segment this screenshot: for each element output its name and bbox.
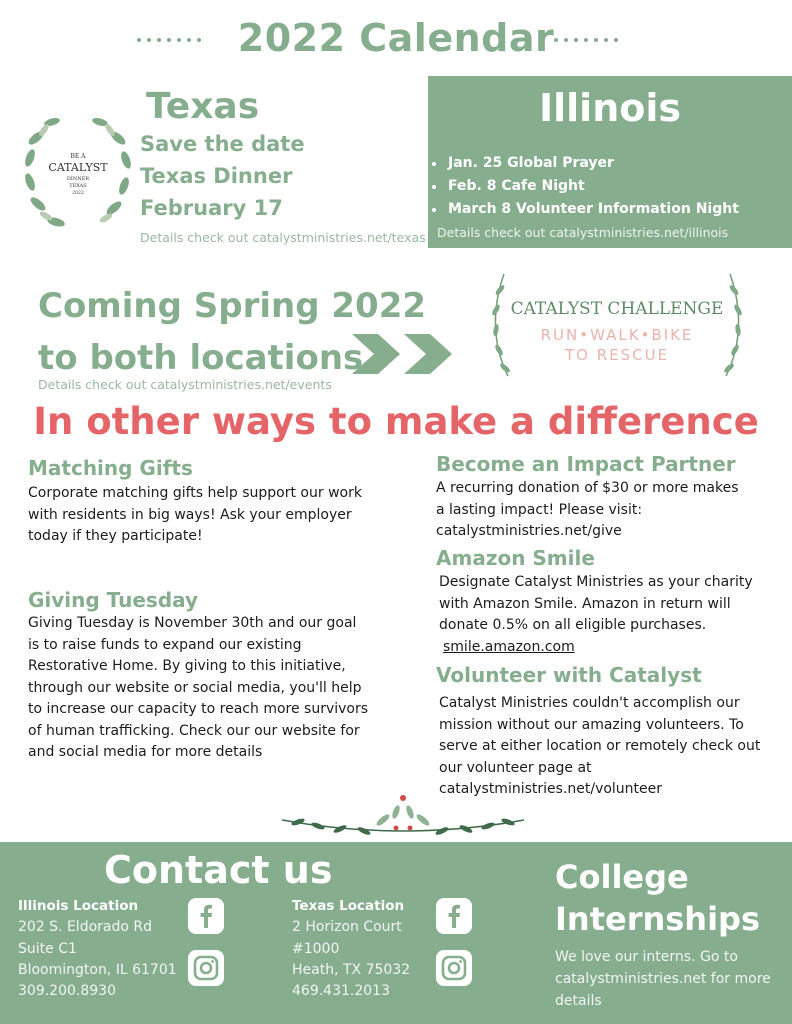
texas-save-the-date: Save the date [140, 132, 305, 156]
illinois-event-label: Jan. 25 Global Prayer [448, 155, 614, 171]
illinois-phone[interactable]: 309.200.8930 [18, 983, 116, 999]
illinois-address-line: Suite C1 [18, 941, 77, 957]
internships-title-line1: College [555, 858, 689, 896]
texas-title: Texas [146, 86, 260, 127]
garland-decoration [278, 790, 528, 842]
body-line: A recurring donation of $30 or more makes [436, 480, 739, 496]
wreath-text-texas: TEXAS [69, 183, 87, 189]
body-line: to increase our capacity to reach more survivors [28, 701, 369, 717]
volunteer-body [439, 693, 760, 801]
illinois-address-line: Bloomington, IL 61701 [18, 962, 177, 978]
matching-gifts-body [28, 483, 362, 548]
amazon-smile-body [439, 572, 753, 658]
illinois-event [432, 152, 739, 175]
contact-title: Contact us [104, 848, 333, 892]
illinois-event [432, 175, 739, 198]
amazon-smile-title: Amazon Smile [436, 546, 595, 570]
internships-title-line2: Internships [555, 900, 760, 938]
body-line: mission without our amazing volunteers. To [439, 716, 744, 733]
wreath-text-be-a: BE A [70, 153, 86, 160]
instagram-icon[interactable] [436, 950, 472, 986]
body-line: with residents in big ways! Ask your employer [28, 506, 352, 523]
texas-dinner: Texas Dinner [140, 164, 293, 188]
body-line: donate 0.5% on all eligible purchases. [439, 617, 707, 633]
texas-address-line: #1000 [292, 941, 340, 957]
illinois-event-label: Feb. 8 Cafe Night [448, 178, 585, 194]
spring-heading-line1: Coming Spring 2022 [38, 286, 427, 326]
body-line: Catalyst Ministries couldn't accomplish our [439, 695, 740, 711]
internships-text: We love our interns. Go to catalystministries.net for more details [555, 949, 771, 1009]
double-chevron-right-icon [352, 334, 456, 374]
illinois-location-name: Illinois Location [18, 898, 139, 914]
challenge-line1: RUN•WALK•BIKE [540, 326, 694, 344]
body-line: Corporate matching gifts help support our work [28, 485, 362, 501]
body-line: our volunteer page at [439, 759, 592, 776]
wreath-text-dinner: DINNER [66, 176, 90, 182]
texas-address-line: Heath, TX 75032 [292, 962, 411, 978]
internships-title [555, 856, 760, 940]
spring-heading-line2: to both locations [38, 338, 364, 378]
body-line[interactable]: catalystministries.net/volunteer [439, 781, 663, 797]
body-line: today if they participate! [28, 528, 203, 544]
body-line: serve at either location or remotely check out [439, 738, 761, 754]
texas-date: February 17 [140, 196, 283, 220]
ways-heading: In other ways to make a difference [33, 400, 759, 443]
body-line: is to raise funds to expand our existing [28, 636, 302, 653]
body-line[interactable]: catalystministries.net/give [436, 523, 622, 539]
catalyst-dinner-wreath-logo [22, 108, 134, 236]
spring-details-link[interactable]: Details check out catalystministries.net/events [38, 377, 332, 392]
body-line: a lasting impact! Please visit: [436, 501, 643, 518]
impact-partner-title: Become an Impact Partner [436, 452, 736, 476]
body-line: Designate Catalyst Ministries as your charity [439, 574, 753, 590]
illinois-address-line: 202 S. Eldorado Rd [18, 919, 152, 935]
page-title: 2022 Calendar [237, 16, 555, 60]
giving-tuesday-title: Giving Tuesday [28, 588, 199, 612]
amazon-smile-link[interactable]: smile.amazon.com [443, 638, 575, 655]
giving-tuesday-body [28, 613, 368, 764]
wreath-text-year: 2022 [72, 191, 84, 196]
body-line: of human trafficking. Check our our website for [28, 722, 360, 739]
facebook-icon[interactable] [436, 898, 472, 934]
texas-address-line: 2 Horizon Court [292, 919, 402, 935]
illinois-details-link[interactable]: Details check out catalystministries.net/illinois [437, 225, 729, 240]
facebook-icon[interactable] [188, 898, 224, 934]
body-line: with Amazon Smile. Amazon in return will [439, 595, 731, 612]
illinois-panel [428, 76, 792, 248]
texas-location-name: Texas Location [292, 898, 405, 914]
matching-gifts-title: Matching Gifts [28, 456, 193, 480]
wreath-text-catalyst: CATALYST [48, 161, 108, 174]
body-line: and social media for more details [28, 744, 263, 760]
volunteer-title: Volunteer with Catalyst [436, 663, 702, 687]
illinois-title: Illinois [538, 86, 682, 130]
header-dots-right [554, 38, 618, 44]
illinois-event-label: March 8 Volunteer Information Night [448, 201, 739, 217]
impact-partner-body [436, 478, 739, 543]
body-line: Restorative Home. By giving to this initiative, [28, 658, 346, 674]
challenge-line2: TO RESCUE [564, 346, 670, 364]
illinois-event [432, 198, 739, 221]
texas-phone[interactable]: 469.431.2013 [292, 983, 390, 999]
illinois-event-list [432, 152, 739, 221]
instagram-icon[interactable] [188, 950, 224, 986]
contact-footer [0, 842, 792, 1024]
body-line: through our website or social media, you'll help [28, 679, 362, 696]
body-line: Giving Tuesday is November 30th and our goal [28, 615, 357, 631]
catalyst-challenge-logo [490, 268, 744, 382]
challenge-title: CATALYST CHALLENGE [510, 299, 724, 319]
texas-details-link[interactable]: Details check out catalystministries.net/texas [140, 230, 426, 245]
